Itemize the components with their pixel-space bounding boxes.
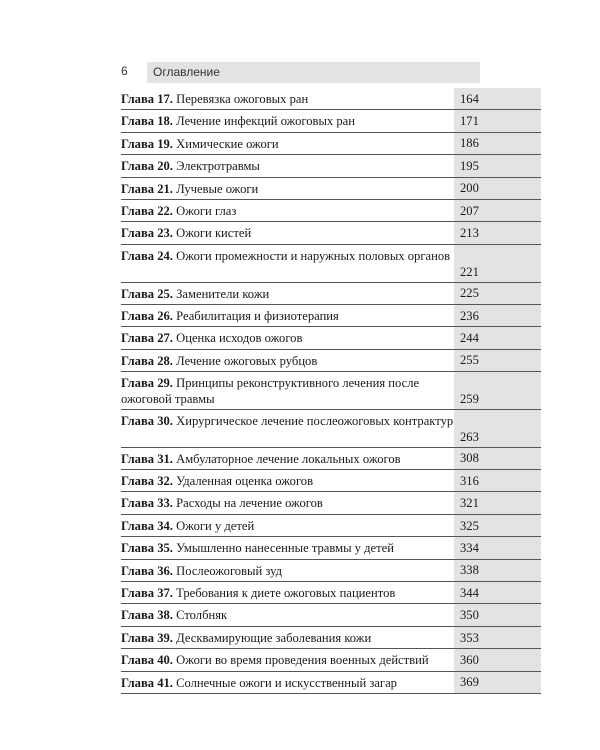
toc-entry	[121, 88, 454, 109]
toc-row	[121, 410, 541, 448]
header-title: Оглавление	[153, 65, 220, 79]
chapter-title: Заменители кожи	[176, 286, 270, 301]
page-ref: 171	[454, 110, 541, 131]
toc-entry	[121, 448, 454, 469]
page-ref: 344	[454, 582, 541, 603]
toc-row	[121, 88, 541, 110]
page-ref: 308	[454, 448, 541, 469]
toc-row	[121, 470, 541, 492]
page-ref: 221	[454, 245, 541, 282]
page-ref: 321	[454, 492, 541, 513]
header-band	[147, 62, 480, 83]
toc-entry	[121, 305, 454, 326]
chapter-title: Ожоги промежности и наружных половых органов	[176, 248, 451, 263]
running-header	[121, 62, 481, 83]
toc-row	[121, 515, 541, 537]
page-ref: 213	[454, 222, 541, 243]
chapter-title: Амбулаторное лечение локальных ожогов	[176, 451, 401, 466]
toc-entry	[121, 200, 454, 221]
chapter-label: Глава 31.	[121, 451, 173, 466]
chapter-label: Глава 23.	[121, 226, 173, 241]
chapter-title: Лечение инфекций ожоговых ран	[176, 114, 355, 129]
chapter-label: Глава 35.	[121, 541, 173, 556]
page-ref: 207	[454, 200, 541, 221]
toc-entry	[121, 515, 454, 536]
toc-row	[121, 283, 541, 305]
toc-entry	[121, 627, 454, 648]
toc-row	[121, 448, 541, 470]
toc-entry	[121, 110, 454, 131]
toc-row	[121, 155, 541, 177]
page-ref: 200	[454, 178, 541, 199]
toc-row	[121, 245, 541, 283]
page-ref: 263	[454, 410, 541, 447]
chapter-label: Глава 34.	[121, 518, 173, 533]
chapter-title: Умышленно нанесенные травмы у детей	[176, 541, 394, 556]
table-of-contents	[121, 88, 541, 694]
chapter-title: Хирургическое лечение послеожоговых контрактур	[176, 413, 454, 428]
toc-row	[121, 627, 541, 649]
toc-row	[121, 222, 541, 244]
chapter-label: Глава 32.	[121, 474, 173, 489]
chapter-label: Глава 21.	[121, 181, 173, 196]
page-ref: 236	[454, 305, 541, 326]
chapter-title: Расходы на лечение ожогов	[176, 496, 323, 511]
toc-row	[121, 350, 541, 372]
page-ref: 186	[454, 133, 541, 154]
toc-entry	[121, 178, 454, 199]
toc-entry	[121, 155, 454, 176]
toc-row	[121, 672, 541, 694]
page-ref: 334	[454, 537, 541, 558]
chapter-label: Глава 33.	[121, 496, 173, 511]
chapter-label: Глава 26.	[121, 308, 173, 323]
toc-row	[121, 372, 541, 410]
chapter-title: Ожоги во время проведения военных действий	[176, 653, 429, 668]
page-ref: 225	[454, 283, 541, 304]
page-ref: 360	[454, 649, 541, 670]
toc-entry	[121, 133, 454, 154]
chapter-title: Лечение ожоговых рубцов	[176, 353, 318, 368]
page-ref: 338	[454, 560, 541, 581]
chapter-label: Глава 25.	[121, 286, 173, 301]
toc-entry	[121, 245, 454, 282]
page-ref: 244	[454, 327, 541, 348]
toc-row	[121, 560, 541, 582]
toc-row	[121, 582, 541, 604]
toc-row	[121, 649, 541, 671]
toc-row	[121, 110, 541, 132]
page-ref: 164	[454, 88, 541, 109]
toc-entry	[121, 492, 454, 513]
toc-entry	[121, 672, 454, 693]
toc-entry	[121, 537, 454, 558]
chapter-title: Лучевые ожоги	[176, 181, 259, 196]
chapter-title: Десквамирующие заболевания кожи	[176, 630, 372, 645]
chapter-label: Глава 19.	[121, 136, 173, 151]
toc-entry	[121, 372, 454, 409]
toc-entry	[121, 470, 454, 491]
chapter-title: Послеожоговый зуд	[176, 563, 283, 578]
toc-row	[121, 327, 541, 349]
chapter-title: Химические ожоги	[176, 136, 279, 151]
toc-row	[121, 537, 541, 559]
chapter-title: Ожоги у детей	[176, 518, 255, 533]
chapter-label: Глава 38.	[121, 608, 173, 623]
chapter-label: Глава 40.	[121, 653, 173, 668]
toc-entry	[121, 604, 454, 625]
toc-entry	[121, 350, 454, 371]
chapter-title: Реабилитация и физиотерапия	[176, 308, 339, 323]
page-number: 6	[121, 64, 128, 78]
chapter-title: Ожоги глаз	[176, 203, 237, 218]
page-ref: 369	[454, 672, 541, 693]
chapter-title: Удаленная оценка ожогов	[176, 474, 314, 489]
toc-entry	[121, 327, 454, 348]
chapter-label: Глава 41.	[121, 675, 173, 690]
chapter-title: Столбняк	[176, 608, 228, 623]
chapter-label: Глава 18.	[121, 114, 173, 129]
chapter-title: Принципы реконструктивного лечения после ожоговой травмы	[121, 376, 420, 407]
toc-row	[121, 200, 541, 222]
page-ref: 259	[454, 372, 541, 409]
chapter-title: Солнечные ожоги и искусственный загар	[176, 675, 397, 690]
chapter-label: Глава 24.	[121, 248, 173, 263]
page-ref: 350	[454, 604, 541, 625]
chapter-title: Требования к диете ожоговых пациентов	[176, 586, 396, 601]
chapter-label: Глава 37.	[121, 586, 173, 601]
chapter-label: Глава 20.	[121, 159, 173, 174]
toc-entry	[121, 410, 454, 447]
chapter-label: Глава 27.	[121, 331, 173, 346]
chapter-label: Глава 30.	[121, 413, 173, 428]
toc-row	[121, 604, 541, 626]
page-ref: 353	[454, 627, 541, 648]
page-ref: 325	[454, 515, 541, 536]
toc-entry	[121, 582, 454, 603]
chapter-label: Глава 36.	[121, 563, 173, 578]
page-ref: 255	[454, 350, 541, 371]
toc-entry	[121, 283, 454, 304]
page-ref: 316	[454, 470, 541, 491]
toc-entry	[121, 560, 454, 581]
toc-entry	[121, 222, 454, 243]
toc-row	[121, 133, 541, 155]
chapter-title: Перевязка ожоговых ран	[176, 92, 309, 106]
chapter-title: Электротравмы	[176, 159, 260, 174]
chapter-label: Глава 22.	[121, 203, 173, 218]
chapter-label: Глава 29.	[121, 376, 173, 391]
chapter-title: Ожоги кистей	[176, 226, 252, 241]
chapter-label: Глава 39.	[121, 630, 173, 645]
toc-row	[121, 492, 541, 514]
toc-row	[121, 305, 541, 327]
chapter-label: Глава 17.	[121, 92, 173, 106]
page-ref: 195	[454, 155, 541, 176]
toc-entry	[121, 649, 454, 670]
chapter-title: Оценка исходов ожогов	[176, 331, 303, 346]
toc-row	[121, 178, 541, 200]
chapter-label: Глава 28.	[121, 353, 173, 368]
